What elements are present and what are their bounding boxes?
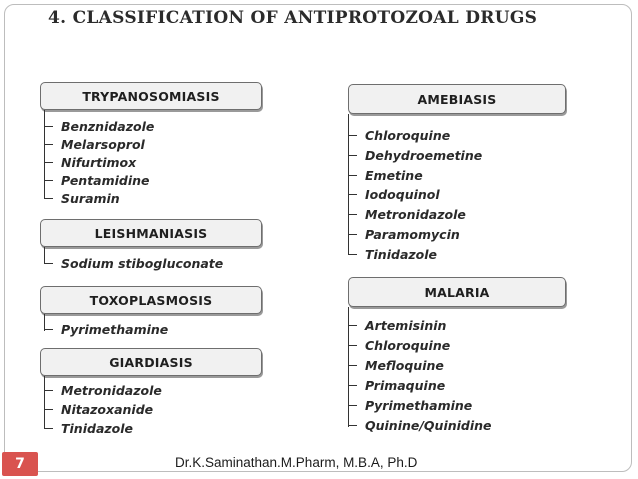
drug-item — [44, 135, 145, 154]
drug-name: Metronidazole — [61, 383, 162, 398]
group-header-giardiasis: GIARDIASIS — [40, 348, 262, 376]
drug-item — [348, 316, 446, 335]
drug-item — [44, 381, 162, 400]
drug-name: Metronidazole — [365, 207, 466, 222]
drug-item — [44, 320, 168, 339]
drug-item — [44, 419, 133, 438]
drug-name: Melarsoprol — [61, 137, 145, 152]
drug-item — [44, 254, 223, 273]
drug-item — [348, 225, 460, 244]
drug-item — [348, 396, 472, 415]
drug-name: Nifurtimox — [61, 155, 137, 170]
drug-name: Chloroquine — [365, 128, 451, 143]
drug-item — [348, 336, 450, 355]
drug-name: Sodium stibogluconate — [61, 256, 224, 271]
drug-item — [44, 171, 150, 190]
drug-name: Nitazoxanide — [61, 402, 154, 417]
drug-name: Pentamidine — [61, 173, 150, 188]
drug-name: Quinine/Quinidine — [365, 418, 492, 433]
drug-name: Iodoquinol — [365, 187, 440, 202]
drug-item — [348, 356, 444, 375]
drug-name: Mefloquine — [365, 358, 444, 373]
group-header-toxoplasmosis: TOXOPLASMOSIS — [40, 286, 262, 314]
group-trypanosomiasis — [40, 82, 264, 212]
drug-item — [348, 185, 440, 204]
drug-item — [348, 205, 466, 224]
group-amebiasis — [344, 84, 568, 266]
drug-item — [348, 416, 492, 435]
group-toxoplasmosis — [40, 286, 264, 342]
drug-name: Tinidazole — [61, 421, 134, 436]
drug-item — [348, 376, 445, 395]
drug-name: Chloroquine — [365, 338, 451, 353]
drug-name: Paramomycin — [365, 227, 460, 242]
drug-name: Primaquine — [365, 378, 446, 393]
drug-item — [44, 400, 153, 419]
group-leishmaniasis — [40, 219, 266, 277]
drug-name: Tinidazole — [365, 247, 438, 262]
drug-name: Benznidazole — [61, 119, 155, 134]
group-header-malaria: MALARIA — [348, 277, 566, 307]
group-malaria — [344, 277, 568, 437]
drug-name: Dehydroemetine — [365, 148, 483, 163]
drug-item — [348, 146, 482, 165]
drug-name: Pyrimethamine — [365, 398, 473, 413]
drug-item — [44, 153, 136, 172]
drug-name: Artemisinin — [365, 318, 447, 333]
drug-item — [44, 189, 120, 208]
drug-item — [44, 117, 154, 136]
drug-name: Emetine — [365, 168, 423, 183]
drug-item — [348, 166, 423, 185]
group-giardiasis — [40, 348, 264, 440]
drug-name: Suramin — [61, 191, 120, 206]
group-header-trypanosomiasis: TRYPANOSOMIASIS — [40, 82, 262, 110]
slide-title: 4. CLASSIFICATION OF ANTIPROTOZOAL DRUGS — [48, 8, 538, 28]
drug-item — [348, 126, 450, 145]
footer-credit: Dr.K.Saminathan.M.Pharm, M.B.A, Ph.D — [175, 455, 418, 470]
drug-item — [348, 245, 437, 264]
drug-name: Pyrimethamine — [61, 322, 169, 337]
group-header-amebiasis: AMEBIASIS — [348, 84, 566, 114]
page-number: 7 — [2, 452, 38, 476]
group-header-leishmaniasis: LEISHMANIASIS — [40, 219, 262, 247]
